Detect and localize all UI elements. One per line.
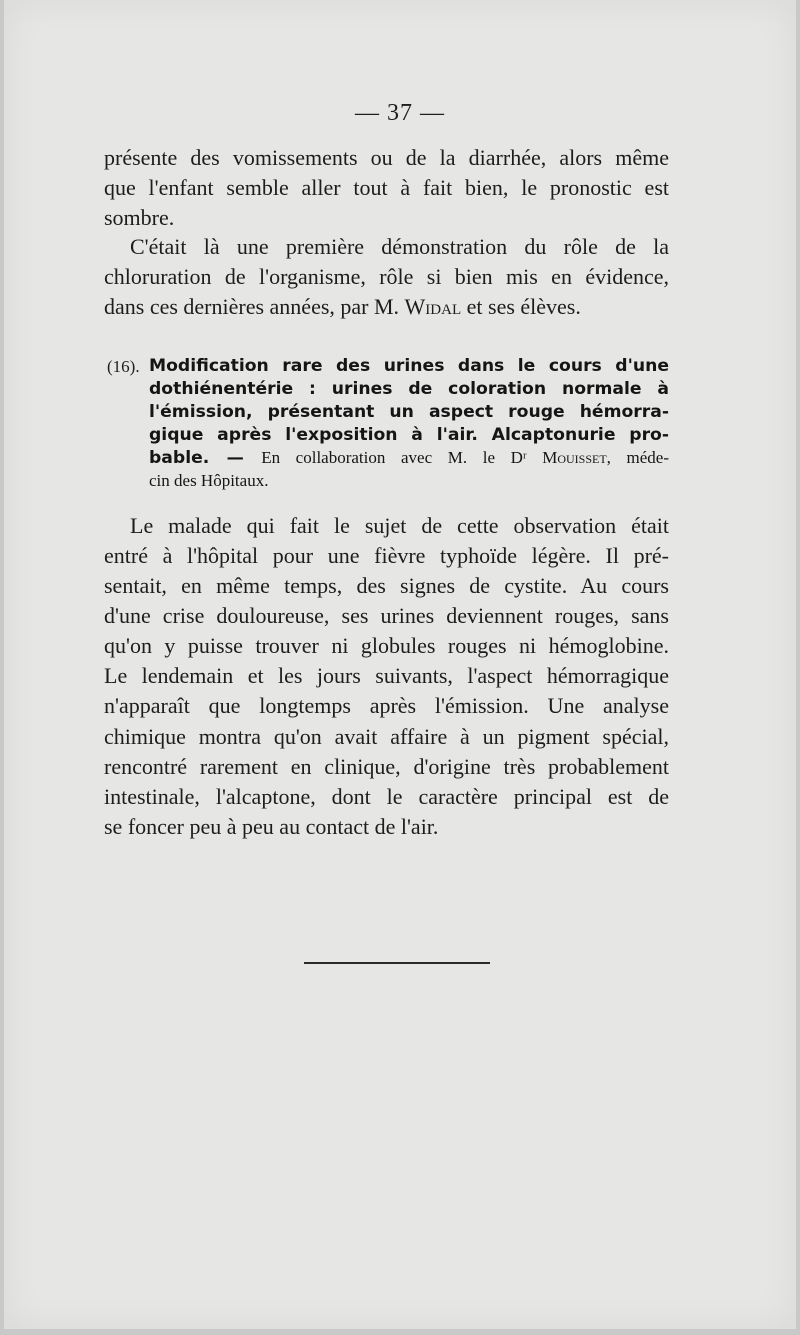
reference-title-line-1: Modification rare des urines dans le cours d'une [149, 356, 669, 376]
collaboration-end: , méde- [606, 448, 669, 467]
paragraph-3-line-4: d'une crise douloureuse, ses urines deviennent rouges, sans [104, 603, 669, 628]
page-number: — 37 — [355, 100, 445, 126]
reference-number: (16). [107, 357, 140, 376]
paragraph-3-line-9: rencontré rarement en clinique, d'origine très probablement [104, 754, 669, 779]
paragraph-3-line-6: Le lendemain et les jours suivants, l'aspect hémorragique [104, 663, 669, 688]
collaborator-name: Mouisset [542, 448, 607, 467]
collaboration-text: En collaboration avec M. le Dʳ [261, 448, 527, 467]
paragraph-1-line-1: présente des vomissements ou de la diarrhée, alors même [104, 145, 669, 170]
reference-title-line-2: dothiénentérie : urines de coloration normale à [149, 379, 669, 399]
reference-title-line-5 [149, 447, 669, 469]
paragraph-3-line-5: qu'on y puisse trouver ni globules rouges ni hémoglobine. [104, 633, 669, 658]
paragraph-3-line-8: chimique montra qu'on avait affaire à un pigment spécial, [104, 724, 669, 749]
section-divider [304, 962, 490, 964]
author-name-widal: Widal [404, 294, 462, 319]
paragraph-3-line-10: intestinale, l'alcaptone, dont le caractère principal est de [104, 784, 669, 809]
book-page [4, 0, 796, 1329]
reference-last-line: cin des Hôpitaux. [149, 471, 269, 490]
reference-title-line-4: gique après l'exposition à l'air. Alcaptonurie pro- [149, 425, 669, 445]
paragraph-2-line-2: chloruration de l'organisme, rôle si bien mis en évidence, [104, 264, 669, 289]
paragraph-3-line-7: n'apparaît que longtemps après l'émission. Une analyse [104, 693, 669, 718]
paragraph-1-line-2: que l'enfant semble aller tout à fait bien, le pronostic est [104, 175, 669, 200]
paragraph-3-line-3: sentait, en même temps, des signes de cystite. Au cours [104, 573, 669, 598]
reference-collaboration [261, 448, 669, 467]
paragraph-2-line-1: C'était là une première démonstration du rôle de la [130, 234, 669, 259]
paragraph-2-line-3 [104, 294, 669, 320]
paragraph-2-line-3-text: dans ces dernières années, par M. [104, 294, 400, 319]
reference-title-line-3: l'émission, présentant un aspect rouge hémorra- [149, 402, 669, 422]
reference-title-end: bable. — [149, 448, 244, 468]
paragraph-3-line-1: Le malade qui fait le sujet de cette observation était [130, 513, 669, 538]
paragraph-3-line-11: se foncer peu à peu au contact de l'air. [104, 814, 439, 839]
paragraph-3-line-2: entré à l'hôpital pour une fièvre typhoïde légère. Il pré- [104, 543, 669, 568]
paragraph-1-line-3: sombre. [104, 205, 175, 230]
paragraph-2-line-3-end: et ses élèves. [466, 294, 581, 319]
